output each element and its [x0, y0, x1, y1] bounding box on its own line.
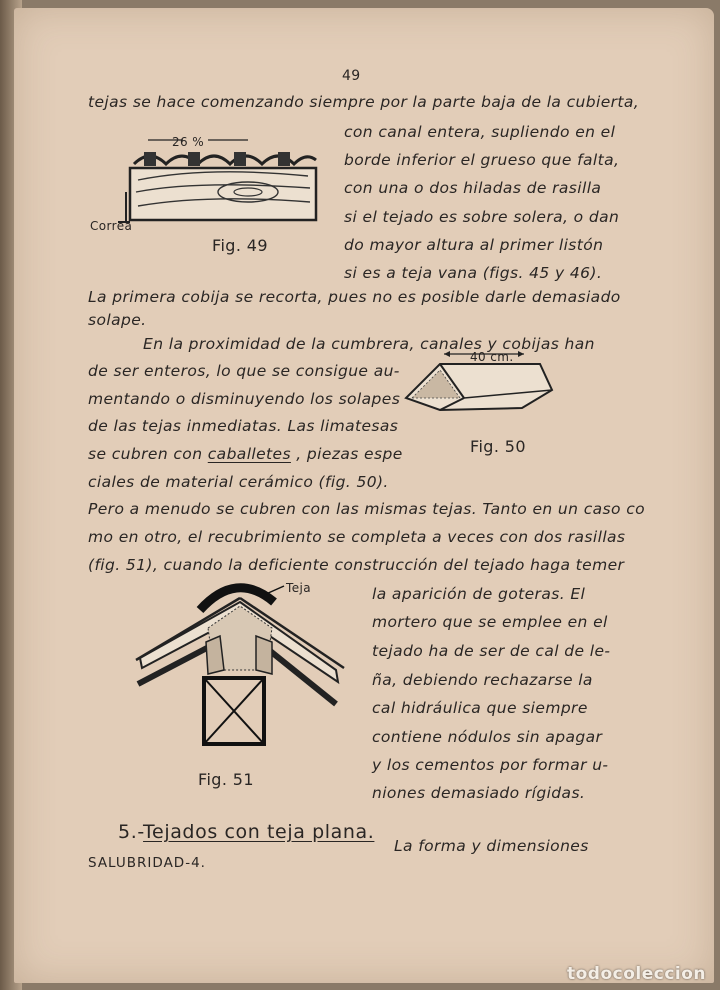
body-line: do mayor altura al primer listón	[344, 236, 604, 254]
body-line: Pero a menudo se cubren con las mismas tejas. Tanto en un caso co	[88, 500, 646, 518]
fig50-width-label: 40 cm.	[470, 350, 514, 364]
body-line: y los cementos por formar u-	[372, 756, 609, 774]
underlined-term: caballetes	[207, 445, 291, 463]
body-line: ciales de material cerámico (fig. 50).	[88, 473, 389, 491]
body-line: solape.	[88, 311, 147, 329]
body-line: con canal entera, supliendo en el	[344, 123, 616, 141]
page-footer: SALUBRIDAD-4.	[88, 855, 206, 871]
body-line: borde inferior el grueso que falta,	[344, 151, 620, 169]
body-line: (fig. 51), cuando la deficiente construcción del tejado haga temer	[88, 556, 625, 574]
body-line: con una o dos hiladas de rasilla	[344, 179, 602, 197]
fig49-correa-label: Correa	[90, 219, 133, 233]
body-line: mentando o disminuyendo los solapes	[88, 390, 401, 408]
body-line: si el tejado es sobre solera, o dan	[344, 208, 620, 226]
body-line: cal hidráulica que siempre	[372, 699, 588, 717]
body-line: La primera cobija se recorta, pues no es posible darle demasiado	[88, 288, 621, 306]
fig49-slope-label: 26 %	[172, 135, 205, 149]
body-line: de las tejas inmediatas. Las limatesas	[88, 417, 399, 435]
body-line: la aparición de goteras. El	[372, 585, 586, 603]
body-line: contiene nódulos sin apagar	[372, 728, 603, 746]
body-line: ña, debiendo rechazarse la	[372, 671, 593, 689]
fig51-caption: Fig. 51	[198, 770, 254, 789]
fig51-teja-label: Teja	[286, 581, 311, 595]
body-line: mortero que se emplee en el	[372, 613, 608, 631]
figure-51-drawing	[116, 572, 356, 752]
page-number: 49	[342, 68, 361, 84]
body-line: tejado ha de ser de cal de le-	[372, 642, 611, 660]
body-line: niones demasiado rígidas.	[372, 784, 586, 802]
fig49-caption: Fig. 49	[212, 236, 268, 255]
body-line: si es a teja vana (figs. 45 y 46).	[344, 264, 603, 282]
body-line: mo en otro, el recubrimiento se completa a veces con dos rasillas	[88, 528, 626, 546]
body-line: En la proximidad de la cumbrera, canales y cobijas han	[143, 335, 595, 353]
fig50-caption: Fig. 50	[470, 437, 526, 456]
section-continuation: La forma y dimensiones	[394, 837, 589, 855]
body-line: tejas se hace comenzando siempre por la parte baja de la cubierta,	[88, 93, 640, 111]
body-line: se cubren con caballetes , piezas espe	[88, 445, 403, 463]
section-heading: 5.-Tejados con teja plana.	[118, 821, 375, 843]
watermark: todocoleccion	[566, 964, 706, 984]
body-line: de ser enteros, lo que se consigue au-	[88, 362, 400, 380]
